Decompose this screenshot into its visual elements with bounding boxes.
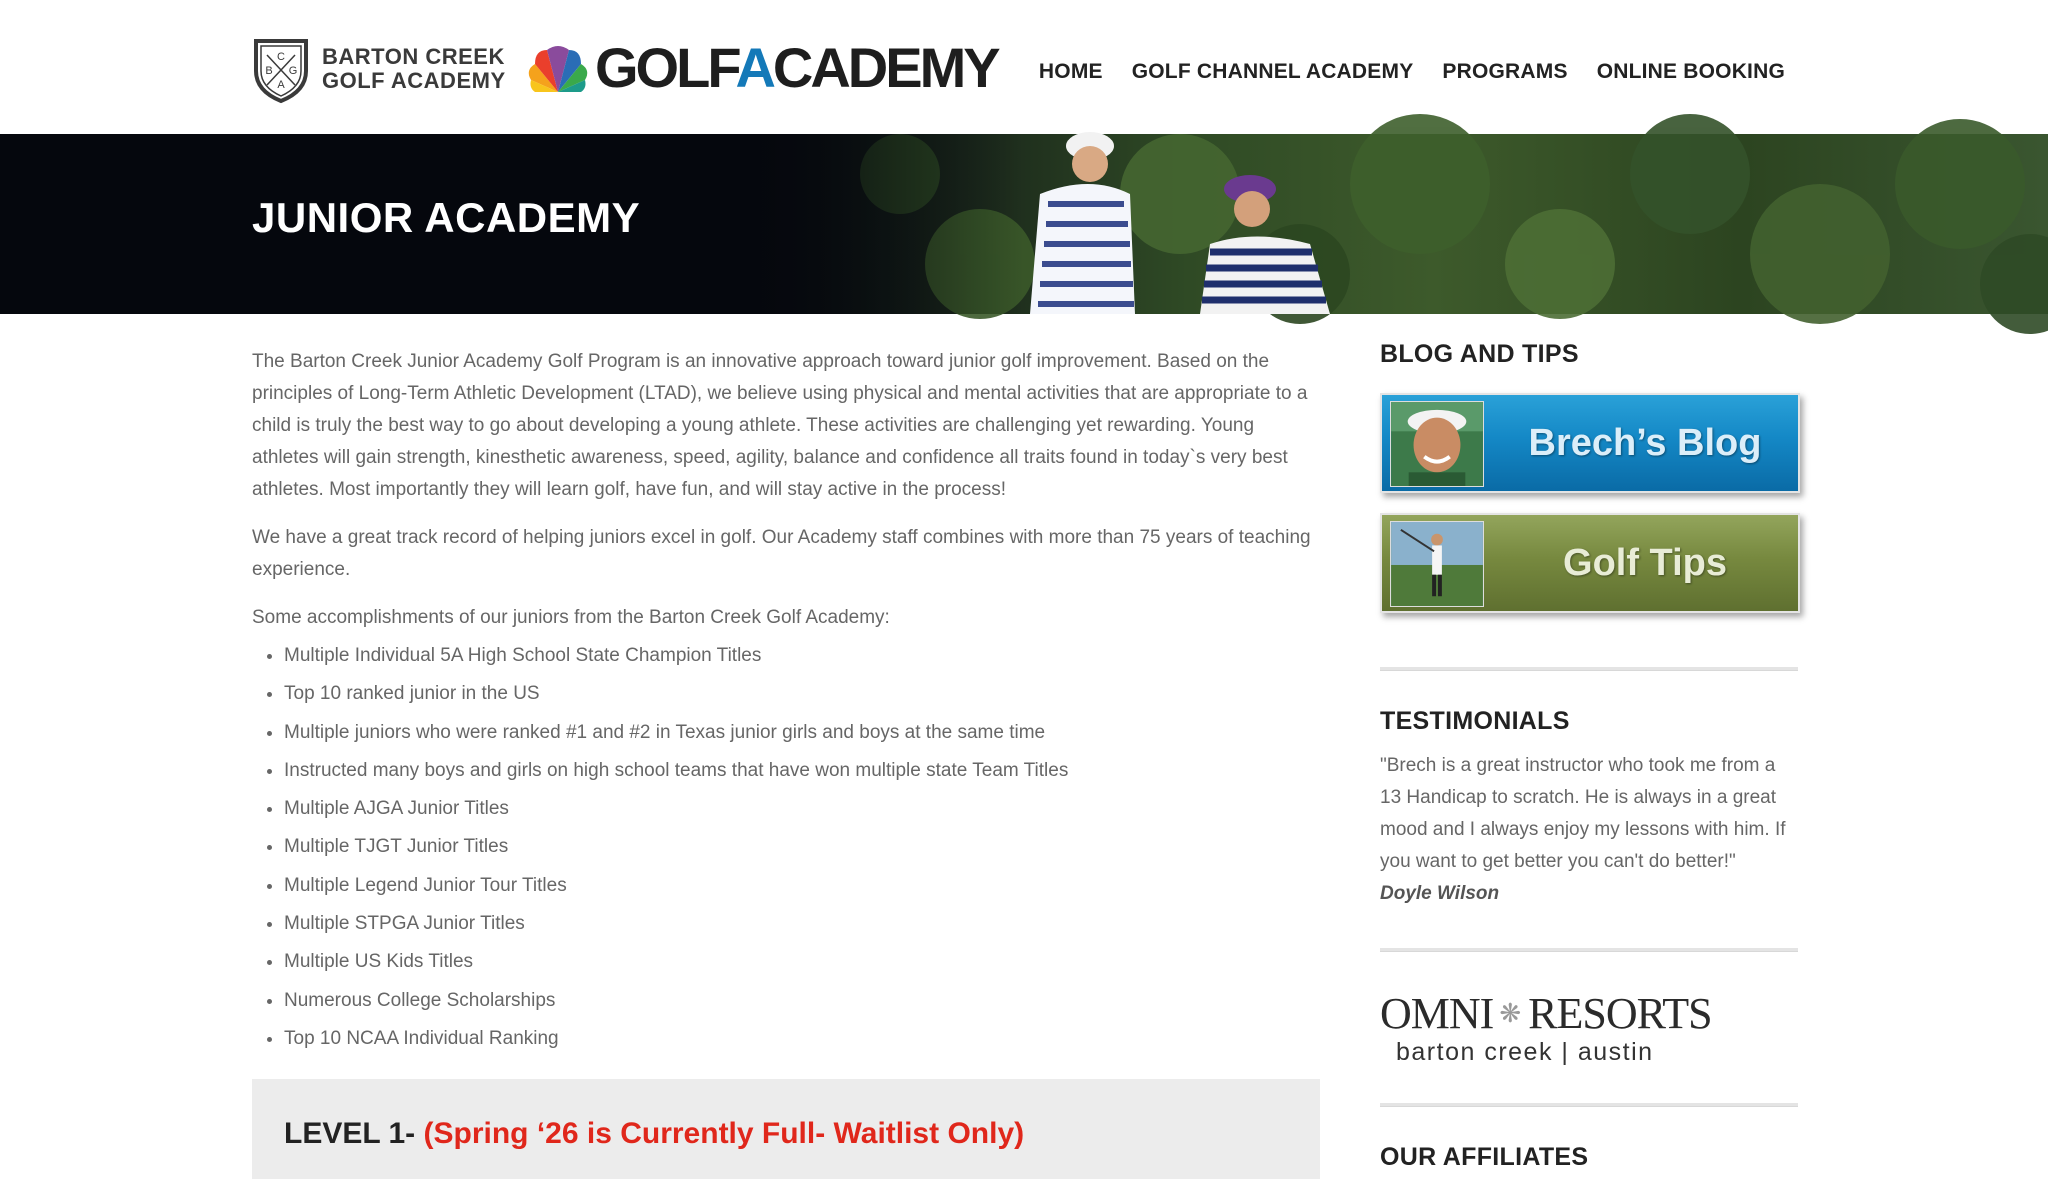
hero-banner [0,134,2048,314]
testimonial-author: Doyle Wilson [1380,883,1500,904]
bc-logo-line1: BARTON CREEK [322,44,505,69]
main-content [252,346,1320,1065]
golf-academy-wordmark [595,38,998,98]
list-item: • Multiple AJGA Junior Titles [284,797,1320,821]
affiliates-heading: OUR AFFILIATES [1380,1143,1589,1171]
sidebar-divider [1380,667,1798,671]
bc-logo-line2: GOLF ACADEMY [322,68,506,93]
list-item: • Instructed many boys and girls on high school teams that have won multiple state Team Titles [284,759,1320,783]
sidebar-divider [1380,948,1798,952]
level-1-label: LEVEL 1- [284,1117,416,1150]
ga-accent-letter: A [735,36,773,99]
bc-logo-text [322,45,506,93]
accomplishments-intro: Some accomplishments of our juniors from the Barton Creek Golf Academy: [252,607,890,628]
level-1-section [252,1079,1320,1179]
testimonial [1380,750,1800,910]
golf-tips-label: Golf Tips [1563,541,1727,584]
main-nav [1039,60,1785,84]
list-item: • Multiple Legend Junior Tour Titles [284,874,1320,898]
golf-academy-logo[interactable] [523,38,998,98]
intro-paragraph: The Barton Creek Junior Academy Golf Program is an innovative approach toward junior golf improvement. Based on the principles of Long-Term Athletic Development (LTAD), we believe using physical and mental activities that are appropriate to a child is truly the best way to go about developing a young athlete. These activities are challenging yet rewarding. Young athletes will gain strength, kinesthetic awareness, speed, agility, balance and confidence all traits found in today`s very best athletes. Most importantly they will learn golf, have fun, and will stay active in the process! [252,351,1308,500]
omni-resorts-logo[interactable] [1380,989,1800,1067]
shield-crest-icon [250,35,312,103]
brechs-blog-label: Brech’s Blog [1528,421,1762,464]
list-item: • Multiple TJGT Junior Titles [284,835,1320,859]
sidebar-divider [1380,1103,1798,1107]
page-title: JUNIOR ACADEMY [252,194,641,241]
list-item: • Numerous College Scholarships [284,989,1320,1013]
waitlist-status: (Spring ‘26 is Currently Full- Waitlist Only) [423,1117,1025,1150]
resorts-logo-word: RESORTS [1528,989,1712,1038]
shield-letter: A [277,79,285,91]
shield-letter: C [277,51,285,63]
list-item: • Multiple juniors who were ranked #1 and #2 in Texas junior girls and boys at the same time [284,721,1320,745]
list-item: • Top 10 ranked junior in the US [284,682,1320,706]
nav-golf-channel-academy[interactable]: GOLF CHANNEL ACADEMY [1131,60,1414,83]
peacock-icon [523,42,593,94]
level-1-heading [284,1117,1024,1151]
sidebar [1380,340,1800,1172]
nav-online-booking[interactable]: ONLINE BOOKING [1596,60,1785,83]
blog-and-tips-heading: BLOG AND TIPS [1380,340,1579,368]
golfer-swing-photo [1390,521,1484,607]
omni-logo-word: OMNI [1380,989,1494,1038]
brechs-blog-banner[interactable] [1380,393,1800,493]
testimonials-heading: TESTIMONIALS [1380,707,1570,735]
omni-logo-sub: barton creek | austin [1396,1038,1654,1066]
instructor-photo [1390,401,1484,487]
list-item: • Multiple STPGA Junior Titles [284,912,1320,936]
track-record-paragraph: We have a great track record of helping juniors excel in golf. Our Academy staff combines with more than 75 years of teaching experience. [252,527,1311,580]
golf-tips-banner[interactable] [1380,513,1800,613]
accomplishments-list [252,644,1320,1051]
ga-prefix: GOLF [595,36,736,99]
nav-programs[interactable]: PROGRAMS [1442,60,1568,83]
omni-logo-top [1380,989,1800,1038]
list-item: • Top 10 NCAA Individual Ranking [284,1027,1320,1051]
omni-seal-icon: ❋ [1499,999,1521,1028]
list-item: • Multiple Individual 5A High School State Champion Titles [284,644,1320,668]
list-item: • Multiple US Kids Titles [284,950,1320,974]
barton-creek-logo[interactable] [250,35,506,103]
testimonial-quote: "Brech is a great instructor who took me from a 13 Handicap to scratch. He is always in a great mood and I always enjoy my lessons with him. If you want to get better you can't do better!" [1380,755,1786,872]
site-header [0,0,2048,134]
ga-suffix: CADEMY [772,36,998,99]
shield-letter: G [288,65,298,77]
shield-letter: B [265,65,273,77]
nav-home[interactable]: HOME [1038,60,1103,83]
